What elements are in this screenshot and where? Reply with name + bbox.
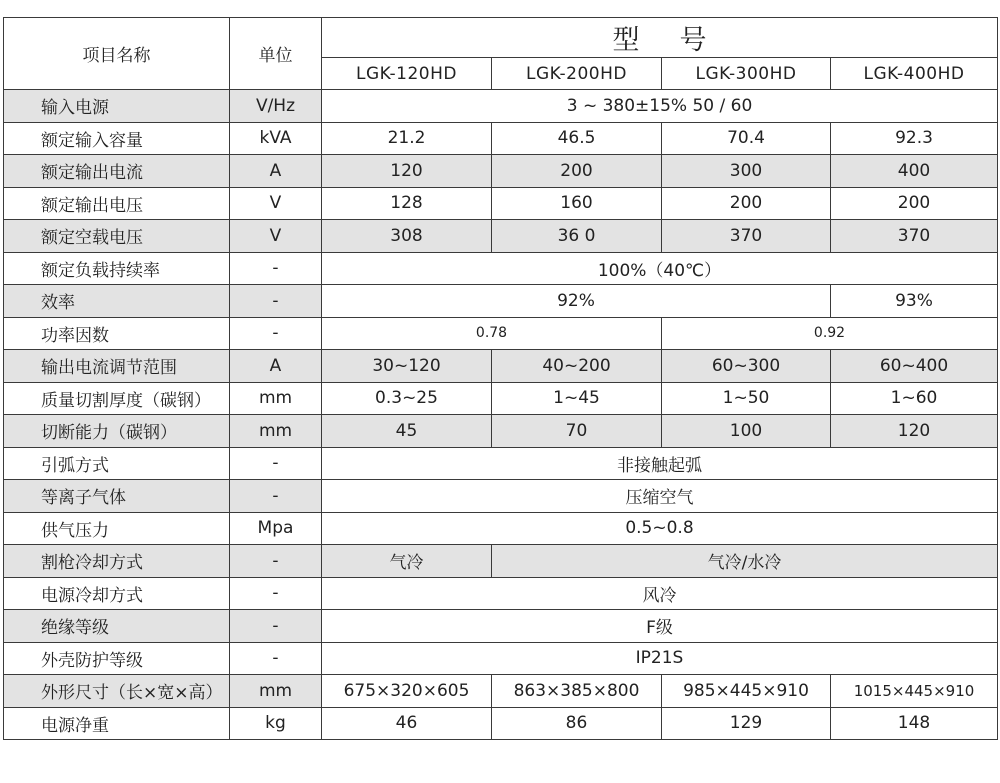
row-name: 额定输出电压 <box>4 187 230 220</box>
row-unit: - <box>230 480 322 513</box>
table-row <box>4 122 998 155</box>
row-value: 675×320×605 <box>322 675 492 708</box>
row-name: 输出电流调节范围 <box>4 350 230 383</box>
row-unit: V <box>230 220 322 253</box>
table-row <box>4 480 998 513</box>
row-name: 电源冷却方式 <box>4 577 230 610</box>
row-name: 割枪冷却方式 <box>4 545 230 578</box>
table-row <box>4 220 998 253</box>
table-row <box>4 675 998 708</box>
row-value: 30~120 <box>322 350 492 383</box>
row-group-value: 气冷 <box>322 545 492 578</box>
row-value: 200 <box>831 187 998 220</box>
row-unit: - <box>230 545 322 578</box>
row-value: 370 <box>831 220 998 253</box>
row-name: 等离子气体 <box>4 480 230 513</box>
table-row <box>4 350 998 383</box>
row-unit: A <box>230 155 322 188</box>
row-value: 400 <box>831 155 998 188</box>
table-row <box>4 187 998 220</box>
row-value: 60~400 <box>831 350 998 383</box>
row-merged-value: 0.5~0.8 <box>322 512 998 545</box>
row-unit: - <box>230 642 322 675</box>
row-value: 46 <box>322 707 492 740</box>
row-name: 绝缘等级 <box>4 610 230 643</box>
row-name: 功率因数 <box>4 317 230 350</box>
row-name: 额定空载电压 <box>4 220 230 253</box>
row-unit: mm <box>230 675 322 708</box>
row-value: 40~200 <box>492 350 662 383</box>
row-value: 1~45 <box>492 382 662 415</box>
header-model-title: 型号 <box>322 18 998 58</box>
row-unit: - <box>230 317 322 350</box>
table-row <box>4 252 998 285</box>
row-value: 120 <box>831 415 998 448</box>
row-value: 1~60 <box>831 382 998 415</box>
row-value: 100 <box>662 415 831 448</box>
table-row <box>4 90 998 123</box>
row-value: 1~50 <box>662 382 831 415</box>
row-name: 质量切割厚度（碳钢） <box>4 382 230 415</box>
table-row <box>4 512 998 545</box>
row-unit: - <box>230 252 322 285</box>
row-merged-value: F级 <box>322 610 998 643</box>
header-model-1: LGK-120HD <box>322 58 492 90</box>
row-merged-value: 非接触起弧 <box>322 447 998 480</box>
row-value: 160 <box>492 187 662 220</box>
table-row <box>4 577 998 610</box>
row-value: 308 <box>322 220 492 253</box>
row-value: 0.3~25 <box>322 382 492 415</box>
row-unit: - <box>230 285 322 318</box>
row-unit: - <box>230 577 322 610</box>
row-unit: Mpa <box>230 512 322 545</box>
row-unit: V <box>230 187 322 220</box>
row-value: 86 <box>492 707 662 740</box>
header-model-2: LGK-200HD <box>492 58 662 90</box>
table-row <box>4 642 998 675</box>
row-value: 370 <box>662 220 831 253</box>
header-row-top <box>4 18 998 58</box>
row-group-value: 92% <box>322 285 831 318</box>
row-value: 60~300 <box>662 350 831 383</box>
row-merged-value: 风冷 <box>322 577 998 610</box>
row-unit: kg <box>230 707 322 740</box>
row-value: 300 <box>662 155 831 188</box>
row-value: 45 <box>322 415 492 448</box>
row-group-value: 0.92 <box>662 317 998 350</box>
row-merged-value: 3 ~ 380±15% 50 / 60 <box>322 90 998 123</box>
row-name: 额定负载持续率 <box>4 252 230 285</box>
row-unit: - <box>230 610 322 643</box>
table-row <box>4 285 998 318</box>
row-value: 120 <box>322 155 492 188</box>
row-value: 129 <box>662 707 831 740</box>
spec-table <box>3 17 998 740</box>
row-merged-value: IP21S <box>322 642 998 675</box>
row-unit: kVA <box>230 122 322 155</box>
table-row <box>4 382 998 415</box>
header-model-3: LGK-300HD <box>662 58 831 90</box>
row-unit: mm <box>230 382 322 415</box>
row-name: 引弧方式 <box>4 447 230 480</box>
row-value: 128 <box>322 187 492 220</box>
row-unit: mm <box>230 415 322 448</box>
row-group-value: 93% <box>831 285 998 318</box>
row-value: 200 <box>662 187 831 220</box>
row-merged-value: 100%（40℃） <box>322 252 998 285</box>
row-value: 200 <box>492 155 662 188</box>
table-row <box>4 545 998 578</box>
row-value: 46.5 <box>492 122 662 155</box>
table-row <box>4 707 998 740</box>
row-unit: A <box>230 350 322 383</box>
row-name: 输入电源 <box>4 90 230 123</box>
table-row <box>4 155 998 188</box>
row-name: 效率 <box>4 285 230 318</box>
row-value: 70.4 <box>662 122 831 155</box>
row-merged-value: 压缩空气 <box>322 480 998 513</box>
row-value: 863×385×800 <box>492 675 662 708</box>
row-value: 70 <box>492 415 662 448</box>
row-value: 148 <box>831 707 998 740</box>
row-unit: V/Hz <box>230 90 322 123</box>
row-name: 切断能力（碳钢） <box>4 415 230 448</box>
row-unit: - <box>230 447 322 480</box>
row-name: 额定输出电流 <box>4 155 230 188</box>
header-unit: 单位 <box>230 18 322 90</box>
table-row <box>4 447 998 480</box>
table-row <box>4 317 998 350</box>
table-row <box>4 610 998 643</box>
row-value: 1015×445×910 <box>831 675 998 708</box>
row-value: 985×445×910 <box>662 675 831 708</box>
header-item-name: 项目名称 <box>4 18 230 90</box>
header-model-4: LGK-400HD <box>831 58 998 90</box>
row-name: 电源净重 <box>4 707 230 740</box>
row-group-value: 气冷/水冷 <box>492 545 998 578</box>
row-name: 外形尺寸（长×宽×高） <box>4 675 230 708</box>
row-value: 92.3 <box>831 122 998 155</box>
row-group-value: 0.78 <box>322 317 662 350</box>
row-name: 外壳防护等级 <box>4 642 230 675</box>
row-value: 36 0 <box>492 220 662 253</box>
row-value: 21.2 <box>322 122 492 155</box>
row-name: 供气压力 <box>4 512 230 545</box>
table-row <box>4 415 998 448</box>
row-name: 额定输入容量 <box>4 122 230 155</box>
